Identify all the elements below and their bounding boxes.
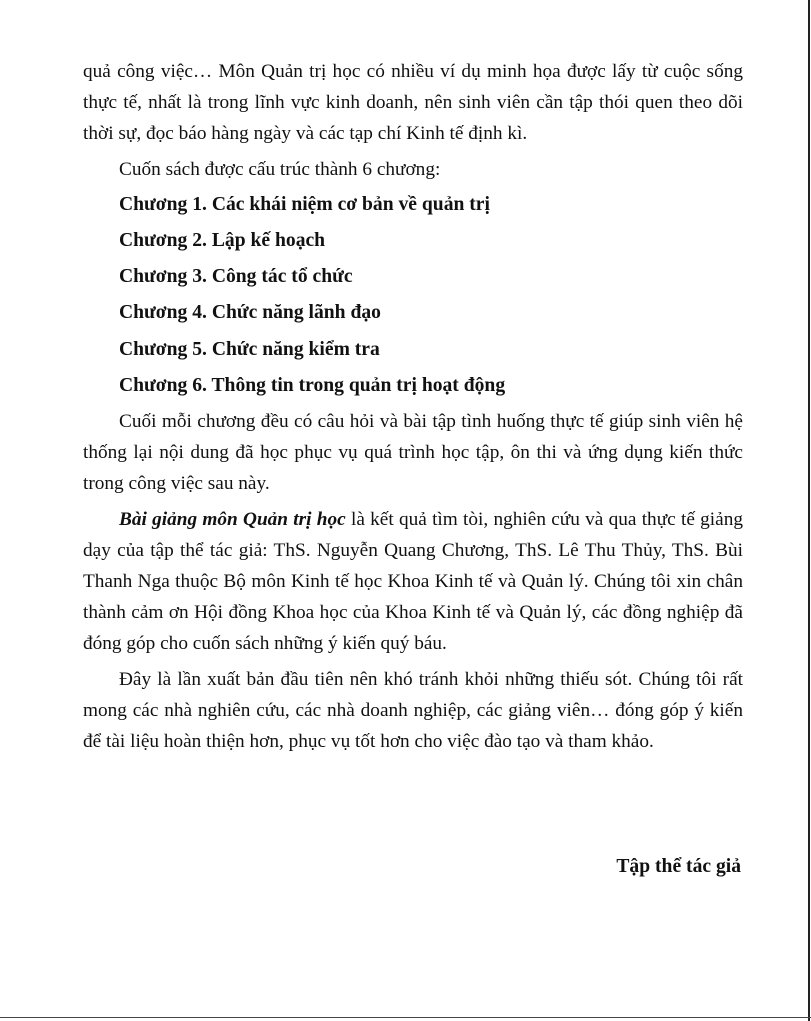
signature: Tập thể tác giả bbox=[616, 856, 741, 877]
scan-edge-bottom bbox=[0, 1017, 811, 1018]
intro-paragraph: quả công việc… Môn Quản trị học có nhiều ví dụ minh họa được lấy từ cuộc sống thực tế, nhất là trong lĩnh vực kinh doanh, nên sinh viên cần tập thói quen theo dõi thời sự, đọc báo hàng ngày và các tạp chí Kinh tế định kì. bbox=[83, 61, 743, 145]
chapter-item: Chương 5. Chức năng kiểm tra bbox=[119, 338, 380, 360]
scan-edge-right bbox=[808, 0, 810, 1021]
closing-paragraph: Đây là lần xuất bản đầu tiên nên khó tránh khỏi những thiếu sót. Chúng tôi rất mong các nhà nghiên cứu, các nhà doanh nghiệp, các giảng viên… đóng góp ý kiến để tài liệu hoàn thiện hơn, phục vụ tốt hơn cho việc đào tạo và tham khảo. bbox=[83, 668, 743, 753]
chapter-item: Chương 6. Thông tin trong quản trị hoạt động bbox=[119, 374, 506, 396]
chapter-end-paragraph: Cuối mỗi chương đều có câu hỏi và bài tập tình huống thực tế giúp sinh viên hệ thống lại nội dung đã học phục vụ quá trình học tập, ôn thi và ứng dụng kiến thức trong công việc sau này. bbox=[83, 411, 743, 495]
chapter-item: Chương 3. Công tác tổ chức bbox=[119, 266, 353, 288]
body-text bbox=[83, 56, 743, 757]
structure-sentence: Cuốn sách được cấu trúc thành 6 chương: bbox=[119, 158, 441, 180]
chapter-item: Chương 1. Các khái niệm cơ bản về quản trị bbox=[119, 193, 490, 215]
book-title: Bài giảng môn Quản trị học bbox=[119, 508, 346, 530]
chapter-item: Chương 4. Chức năng lãnh đạo bbox=[119, 302, 381, 324]
authors-paragraph bbox=[83, 504, 743, 660]
chapter-list bbox=[83, 187, 743, 404]
authors-paragraph-text: là kết quả tìm tòi, nghiên cứu và qua thực tế giảng dạy của tập thể tác giả: ThS. Nguyễn Quang Chương, ThS. Lê Thu Thủy, ThS. Bùi Thanh Nga thuộc Bộ môn Kinh tế học Khoa Kinh tế và Quản lý. Chúng tôi xin chân thành cảm ơn Hội đồng Khoa học của Khoa Kinh tế và Quản lý, các đồng nghiệp đã đóng góp cho cuốn sách những ý kiến quý báu. bbox=[83, 508, 743, 655]
chapter-item: Chương 2. Lập kế hoạch bbox=[119, 230, 326, 252]
